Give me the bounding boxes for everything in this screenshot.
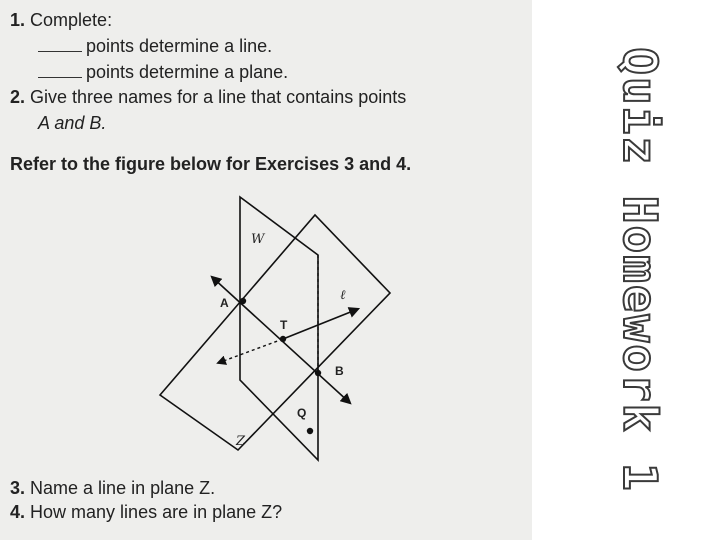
- question-4-number: 4.: [10, 502, 26, 522]
- question-1-line-b-text: points determine a plane.: [86, 62, 289, 82]
- plane-w-label: W: [251, 232, 265, 247]
- question-1-prompt: [10, 10, 112, 30]
- question-1-label: Complete:: [30, 10, 113, 30]
- question-2-text-2: [38, 113, 106, 133]
- question-2-text-2-span: A and B.: [38, 113, 107, 133]
- point-t-label: T: [280, 318, 288, 332]
- question-4-text: How many lines are in plane Z?: [30, 502, 283, 522]
- point-a-label: A: [220, 296, 229, 310]
- point-q-label: Q: [297, 406, 307, 420]
- line-l-label: ℓ: [340, 288, 346, 303]
- question-2-text: Give three names for a line that contains points: [30, 87, 407, 107]
- question-3: [10, 478, 215, 498]
- point-a-dot: [240, 298, 246, 304]
- point-t-dot: [280, 336, 286, 342]
- question-1-number: 1.: [10, 10, 26, 30]
- point-b-dot: [315, 370, 321, 376]
- question-2: [10, 87, 406, 107]
- line-l: [283, 309, 358, 339]
- side-title-area: [600, 40, 680, 500]
- answer-blank[interactable]: [38, 37, 82, 52]
- plane-z-label: Z: [236, 434, 246, 449]
- answer-blank[interactable]: [38, 63, 82, 78]
- side-title: Quiz Homework 1: [613, 47, 667, 493]
- plane-z-shape: [160, 215, 390, 450]
- question-3-text: Name a line in plane Z.: [30, 478, 216, 498]
- question-4: [10, 502, 282, 522]
- point-q-dot: [307, 428, 313, 434]
- line-l-hidden-part: [218, 339, 283, 363]
- refer-instruction: Refer to the figure below for Exercises 3 and 4.: [10, 154, 412, 174]
- planes-figure: [150, 185, 400, 465]
- question-3-number: 3.: [10, 478, 26, 498]
- question-1-line-a: [38, 36, 272, 56]
- point-b-label: B: [335, 364, 344, 378]
- question-2-number: 2.: [10, 87, 26, 107]
- question-1-line-b: [38, 62, 288, 82]
- question-1-line-a-text: points determine a line.: [86, 36, 273, 56]
